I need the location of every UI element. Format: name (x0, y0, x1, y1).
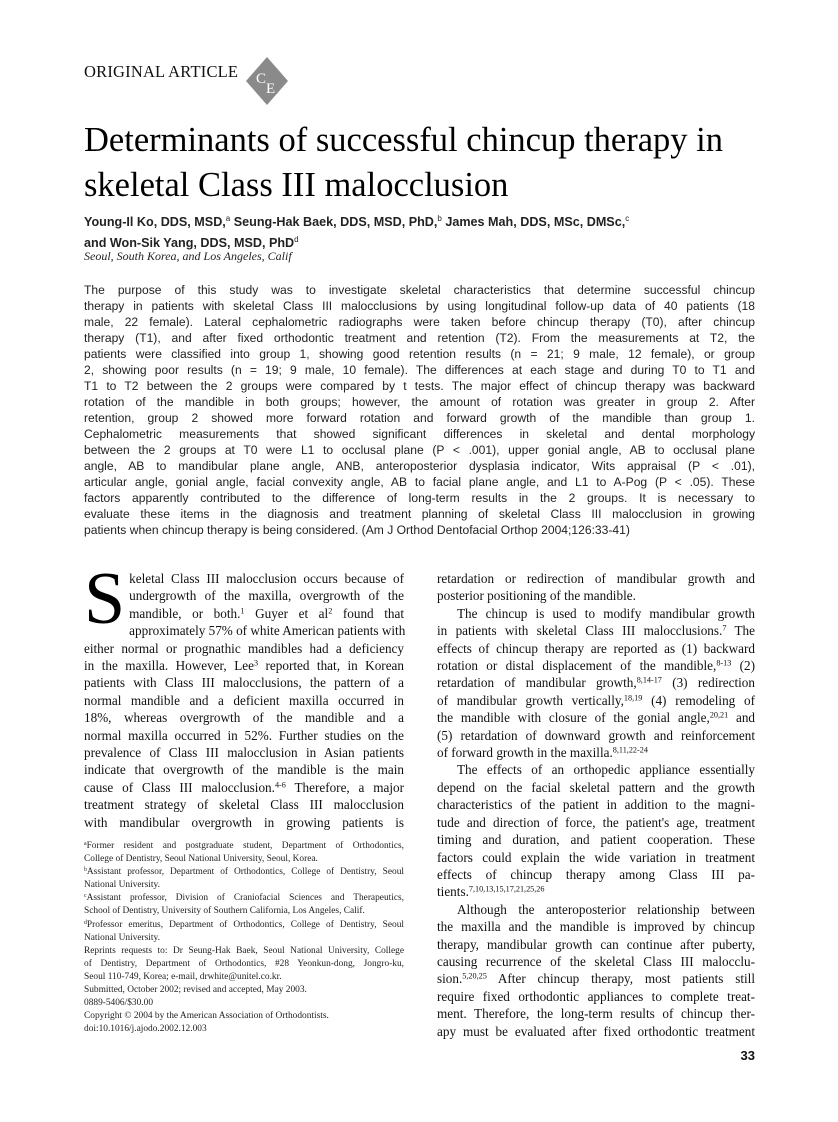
citation-superscript: 2 (328, 606, 333, 616)
text-segment: Although the anteroposterior relationship between (457, 901, 755, 917)
text-segment: the mandible with closure of the gonial angle, (437, 710, 710, 726)
citation-superscript: d (84, 919, 87, 926)
text-line (437, 831, 755, 848)
text-segment: cause of Class III malocclusion. (84, 779, 275, 795)
text-line (84, 1023, 404, 1036)
text-segment: between the 2 groups at T0 were L1 to occlusal plane (P < .001), upper gonial angle, AB to occlusal plane (84, 443, 755, 457)
text-line (437, 918, 755, 935)
text-segment: apy must be evaluated after fixed orthodontic treatment (437, 1023, 755, 1039)
text-line (84, 657, 404, 674)
text-line (84, 840, 404, 853)
text-segment: approximately 57% of white American patients with (129, 623, 406, 639)
text-line (437, 709, 755, 726)
author-list (84, 210, 764, 252)
text-line (437, 674, 755, 691)
text-segment: patients when chincup therapy is being considered. (Am J Orthod Dentofacial Orthop 2004;126:33-41) (84, 523, 630, 537)
author: James Mah, DDS, MSc, DMSc, (441, 215, 626, 230)
text-line (437, 744, 755, 761)
affiliation-mark: d (294, 235, 299, 245)
author: Seung-Hak Baek, DDS, MSD, PhD, (230, 215, 438, 230)
text-segment: timing and duration, and patient cooperation. These (437, 832, 755, 848)
text-line (84, 779, 404, 796)
text-line (84, 932, 404, 945)
text-line (84, 490, 755, 506)
text-segment: rotation of the mandible in both groups; however, the amount of rotation was greater in group 2. After (84, 395, 755, 409)
citation-superscript: 20,21 (709, 710, 729, 720)
citation-superscript: a (84, 840, 87, 847)
text-line (84, 796, 404, 813)
text-line (84, 958, 404, 971)
text-line (437, 936, 755, 953)
text-segment: The purpose of this study was to investigate skeletal characteristics that determine successful chincup (84, 283, 755, 297)
text-segment: normal mandible and a deficient maxilla occurred in (84, 692, 404, 708)
text-segment: Assistant professor, Division of Craniofacial Sciences and Therapeutics, (86, 893, 404, 904)
text-line (437, 657, 755, 674)
ce-logo-icon (246, 57, 288, 105)
text-line (84, 362, 755, 378)
text-line (84, 866, 404, 879)
text-segment: the maxilla and the mandible is improved by chincup (437, 919, 755, 935)
footnotes (84, 840, 404, 1036)
text-segment: doi:10.1016/j.ajodo.2002.12.003 (84, 1024, 207, 1035)
text-line (84, 761, 404, 778)
text-line (84, 879, 404, 892)
text-line (437, 570, 755, 587)
text-line (437, 587, 755, 604)
text-segment: prevalence of Class III malocclusion in Asian patients (84, 745, 404, 761)
text-segment: College of Dentistry, Seoul National University, Seoul, Korea. (84, 854, 318, 865)
text-segment: in patients with skeletal Class III malocclusions. (437, 623, 723, 639)
text-line (84, 744, 404, 761)
text-line (437, 866, 755, 883)
text-segment: Therefore, a major (285, 779, 404, 795)
text-segment: of forward growth in the maxilla. (437, 745, 613, 761)
text-segment: After chincup therapy, most patients still (486, 971, 755, 987)
affiliation-mark: c (625, 214, 630, 223)
text-segment: T1 to T2 between the 2 groups were compared by t tests. The major effect of chincup therapy was backward (84, 379, 755, 393)
text-line (84, 892, 404, 905)
title-line: skeletal Class III malocclusion (84, 166, 509, 204)
text-segment: depend on the facial skeletal pattern and the growth (437, 779, 755, 795)
text-segment: characteristics of the patient in addition to the magni- (437, 797, 755, 813)
text-segment: Submitted, October 2002; revised and accepted, May 2003. (84, 985, 307, 996)
text-line (84, 522, 755, 538)
text-segment: found that (332, 605, 404, 621)
abstract (84, 282, 755, 538)
text-line (437, 796, 755, 813)
author: and Won-Sik Yang, DDS, MSD, PhD (84, 236, 295, 251)
text-segment: Cephalometric measurements that showed significant differences in skeletal and dental morphology (84, 427, 755, 441)
text-segment: Assistant professor, Department of Orthodontics, College of Dentistry, Seoul (86, 867, 404, 878)
text-segment: tude and direction of force, the patient's age, treatment (437, 814, 755, 830)
text-line (437, 901, 755, 918)
text-line (437, 779, 755, 796)
citation-superscript: 7 (722, 623, 727, 633)
text-line (437, 640, 755, 657)
text-line (84, 709, 404, 726)
text-segment: Copyright © 2004 by the American Association of Orthodontists. (84, 1011, 329, 1022)
text-line (84, 314, 755, 330)
text-segment: Reprints requests to: Dr Seung-Hak Baek, Seoul National University, College (84, 945, 404, 956)
text-line (84, 945, 404, 958)
text-segment: rotation or distal displacement of the mandible, (437, 658, 717, 674)
text-segment: National University. (84, 932, 160, 943)
text-segment: of mandibular growth vertically, (437, 692, 624, 708)
citation-superscript: 3 (253, 658, 259, 668)
text-segment: undergrowth of the maxilla, overgrowth of the (129, 588, 404, 604)
text-segment: normal maxilla occurred in 52%. Further studies on the (84, 727, 404, 743)
text-line (84, 410, 755, 426)
text-line (84, 474, 755, 490)
text-segment: either normal or prognathic mandibles had a deficiency (84, 640, 404, 656)
text-segment: (5) retardation of downward growth and reinforcement (437, 727, 755, 743)
text-segment: Former resident and postgraduate student, Department of Orthodontics, (86, 841, 404, 851)
text-line (437, 622, 755, 639)
svg-text:E: E (266, 81, 276, 97)
text-line (84, 853, 404, 866)
text-line (437, 814, 755, 831)
text-segment: The chincup is used to modify mandibular growth (457, 605, 755, 621)
text-line (84, 919, 404, 932)
section-label: ORIGINAL ARTICLE (84, 62, 239, 81)
text-line (437, 883, 755, 900)
text-segment: sion. (437, 971, 463, 987)
text-segment: retention, group 2 showed more forward rotation and forward growth of the mandible than group 1. (84, 411, 755, 425)
citation-superscript: 1 (240, 606, 245, 616)
text-segment: Seoul 110-749, Korea; e-mail, drwhite@unitel.co.kr. (84, 971, 282, 982)
text-segment: mandible, or both. (129, 605, 241, 621)
text-segment: and (728, 710, 756, 726)
citation-superscript: 4-6 (274, 780, 286, 790)
text-line (84, 346, 755, 362)
text-line (84, 605, 404, 622)
text-line (84, 394, 755, 410)
text-segment: treatment strategy of skeletal Class III malocclusion (84, 797, 404, 813)
text-line (84, 814, 404, 831)
text-line (84, 640, 404, 657)
text-segment: with mandibular overgrowth in growing patients is (84, 814, 404, 830)
text-segment: of Dentistry, Department of Orthodontics, #28 Yeonkun-dong, Jongro-ku, (84, 958, 404, 969)
text-segment: National University. (84, 880, 160, 891)
text-line (84, 674, 404, 691)
text-segment: patients were classified into group 1, showing good retention results (n = 21; 9 male, 12 female), or group (84, 347, 755, 361)
text-line (437, 1005, 755, 1022)
text-segment: retardation of mandibular growth, (437, 675, 637, 691)
body-column-left (84, 558, 406, 831)
text-line (84, 298, 755, 314)
affiliation-mark: a (225, 214, 231, 223)
text-line (84, 1010, 404, 1023)
text-line (84, 506, 755, 522)
text-line (84, 727, 404, 744)
text-segment: The effects of an orthopedic appliance essentially (457, 762, 755, 778)
text-line (437, 605, 755, 622)
citation-superscript: 8,14-17 (636, 675, 662, 685)
text-segment: therapy (T1), and after fixed orthodontic treatment and retention (T2). From the measurements at T2, the (84, 331, 755, 345)
text-segment: 2, showing poor results (n = 19; 9 male, 10 female). The differences at each stage and during T0 to T1 and (84, 363, 755, 377)
text-segment: therapy in patients with skeletal Class III malocclusions by using longitudinal follow-up data of 40 patients (18 (84, 299, 755, 313)
text-segment: male, 22 female). Lateral cephalometric radiographs were taken before chincup therapy (T0), after chincup (84, 315, 755, 329)
text-line (437, 988, 755, 1005)
text-line (84, 587, 404, 604)
text-line (84, 330, 755, 346)
text-line (437, 692, 755, 709)
text-line (84, 984, 404, 997)
text-segment: (4) remodeling of (642, 692, 756, 708)
text-segment: tients. (437, 884, 469, 900)
text-segment: Professor emeritus, Department of Orthodontics, College of Dentistry, Seoul (86, 919, 404, 930)
citation-superscript: b (84, 866, 87, 873)
text-line (84, 426, 755, 442)
title-line: Determinants of successful chincup therapy in (84, 121, 724, 159)
text-segment: effects of chincup therapy among Class III pa- (437, 866, 755, 882)
text-segment: keletal Class III malocclusion occurs because of (129, 571, 404, 586)
text-line (84, 442, 755, 458)
text-line (437, 849, 755, 866)
text-segment: evaluate these items in the diagnosis and treatment planning of skeletal Class III malocclusion in growing (84, 507, 755, 521)
text-segment: posterior positioning of the mandible. (437, 588, 636, 604)
citation-superscript: 7,10,13,15,17,21,25,26 (468, 884, 545, 894)
citation-superscript: c (84, 893, 87, 900)
text-line (84, 997, 404, 1010)
text-segment: therapy, mandibular growth can continue after puberty, (437, 936, 755, 952)
article-title (84, 118, 764, 208)
page-number: 33 (740, 1048, 755, 1063)
text-line (437, 761, 755, 778)
text-line (84, 282, 755, 298)
text-segment: patients with Class III malocclusions, the pattern of a (84, 675, 404, 691)
text-segment: retardation or redirection of mandibular growth and (437, 571, 755, 586)
text-segment: effects of chincup therapy are reported as (1) backward (437, 640, 755, 656)
text-segment: angle, AB to mandibular plane angle, ANB, anteroposterior dysplasia indicator, Wits appraisal (P < .01), (84, 459, 755, 473)
drop-cap: S (84, 558, 126, 640)
text-line (84, 692, 404, 709)
text-line (84, 458, 755, 474)
text-line (84, 905, 404, 918)
text-line (84, 378, 755, 394)
text-line (84, 622, 404, 639)
text-segment: 0889-5406/$30.00 (84, 998, 154, 1009)
citation-superscript: 18,19 (623, 693, 643, 703)
text-line (84, 971, 404, 984)
body-column-right (437, 570, 755, 1040)
affiliation-mark: b (437, 214, 442, 223)
svg-text:C: C (256, 71, 267, 87)
text-segment: in the maxilla. However, Lee (84, 658, 254, 674)
author-location: Seoul, South Korea, and Los Angeles, Calif (84, 249, 292, 263)
citation-superscript: 8,11,22-24 (612, 745, 648, 755)
text-segment: reported that, in Korean (258, 658, 404, 674)
text-line (437, 953, 755, 970)
text-segment: require fixed orthodontic appliances to complete treat- (437, 988, 755, 1004)
text-segment: (3) redirection (661, 675, 755, 691)
text-segment: indicate that overgrowth of the mandible is the main (84, 762, 404, 778)
text-line (437, 727, 755, 744)
text-segment: factors could explain the wide variation in treatment (437, 849, 755, 865)
citation-superscript: 8-13 (716, 658, 732, 668)
text-segment: ment. Therefore, the long-term results of chincup ther- (437, 1006, 755, 1022)
text-line (437, 1023, 755, 1040)
text-line (437, 970, 755, 987)
citation-superscript: 5,20,25 (462, 971, 487, 981)
text-segment: factors apparently contributed to the difference of long-term results in the 2 groups. It is necessary to (84, 491, 755, 505)
text-line (84, 570, 404, 587)
text-segment: Guyer et al (244, 605, 329, 621)
text-segment: The (726, 623, 756, 639)
text-segment: 18%, whereas overgrowth of the mandible and a (84, 710, 404, 726)
text-segment: causing recurrence of the skeletal Class III malocclu- (437, 953, 755, 969)
author: Young-Il Ko, DDS, MSD, (84, 215, 226, 230)
text-segment: School of Dentistry, University of Southern California, Los Angeles, Calif. (84, 906, 365, 917)
text-segment: articular angle, gonial angle, facial convexity angle, AB to facial plane angle, and L1 to A-Pog (P < .05). These (84, 475, 755, 489)
text-segment: (2) (731, 658, 755, 674)
